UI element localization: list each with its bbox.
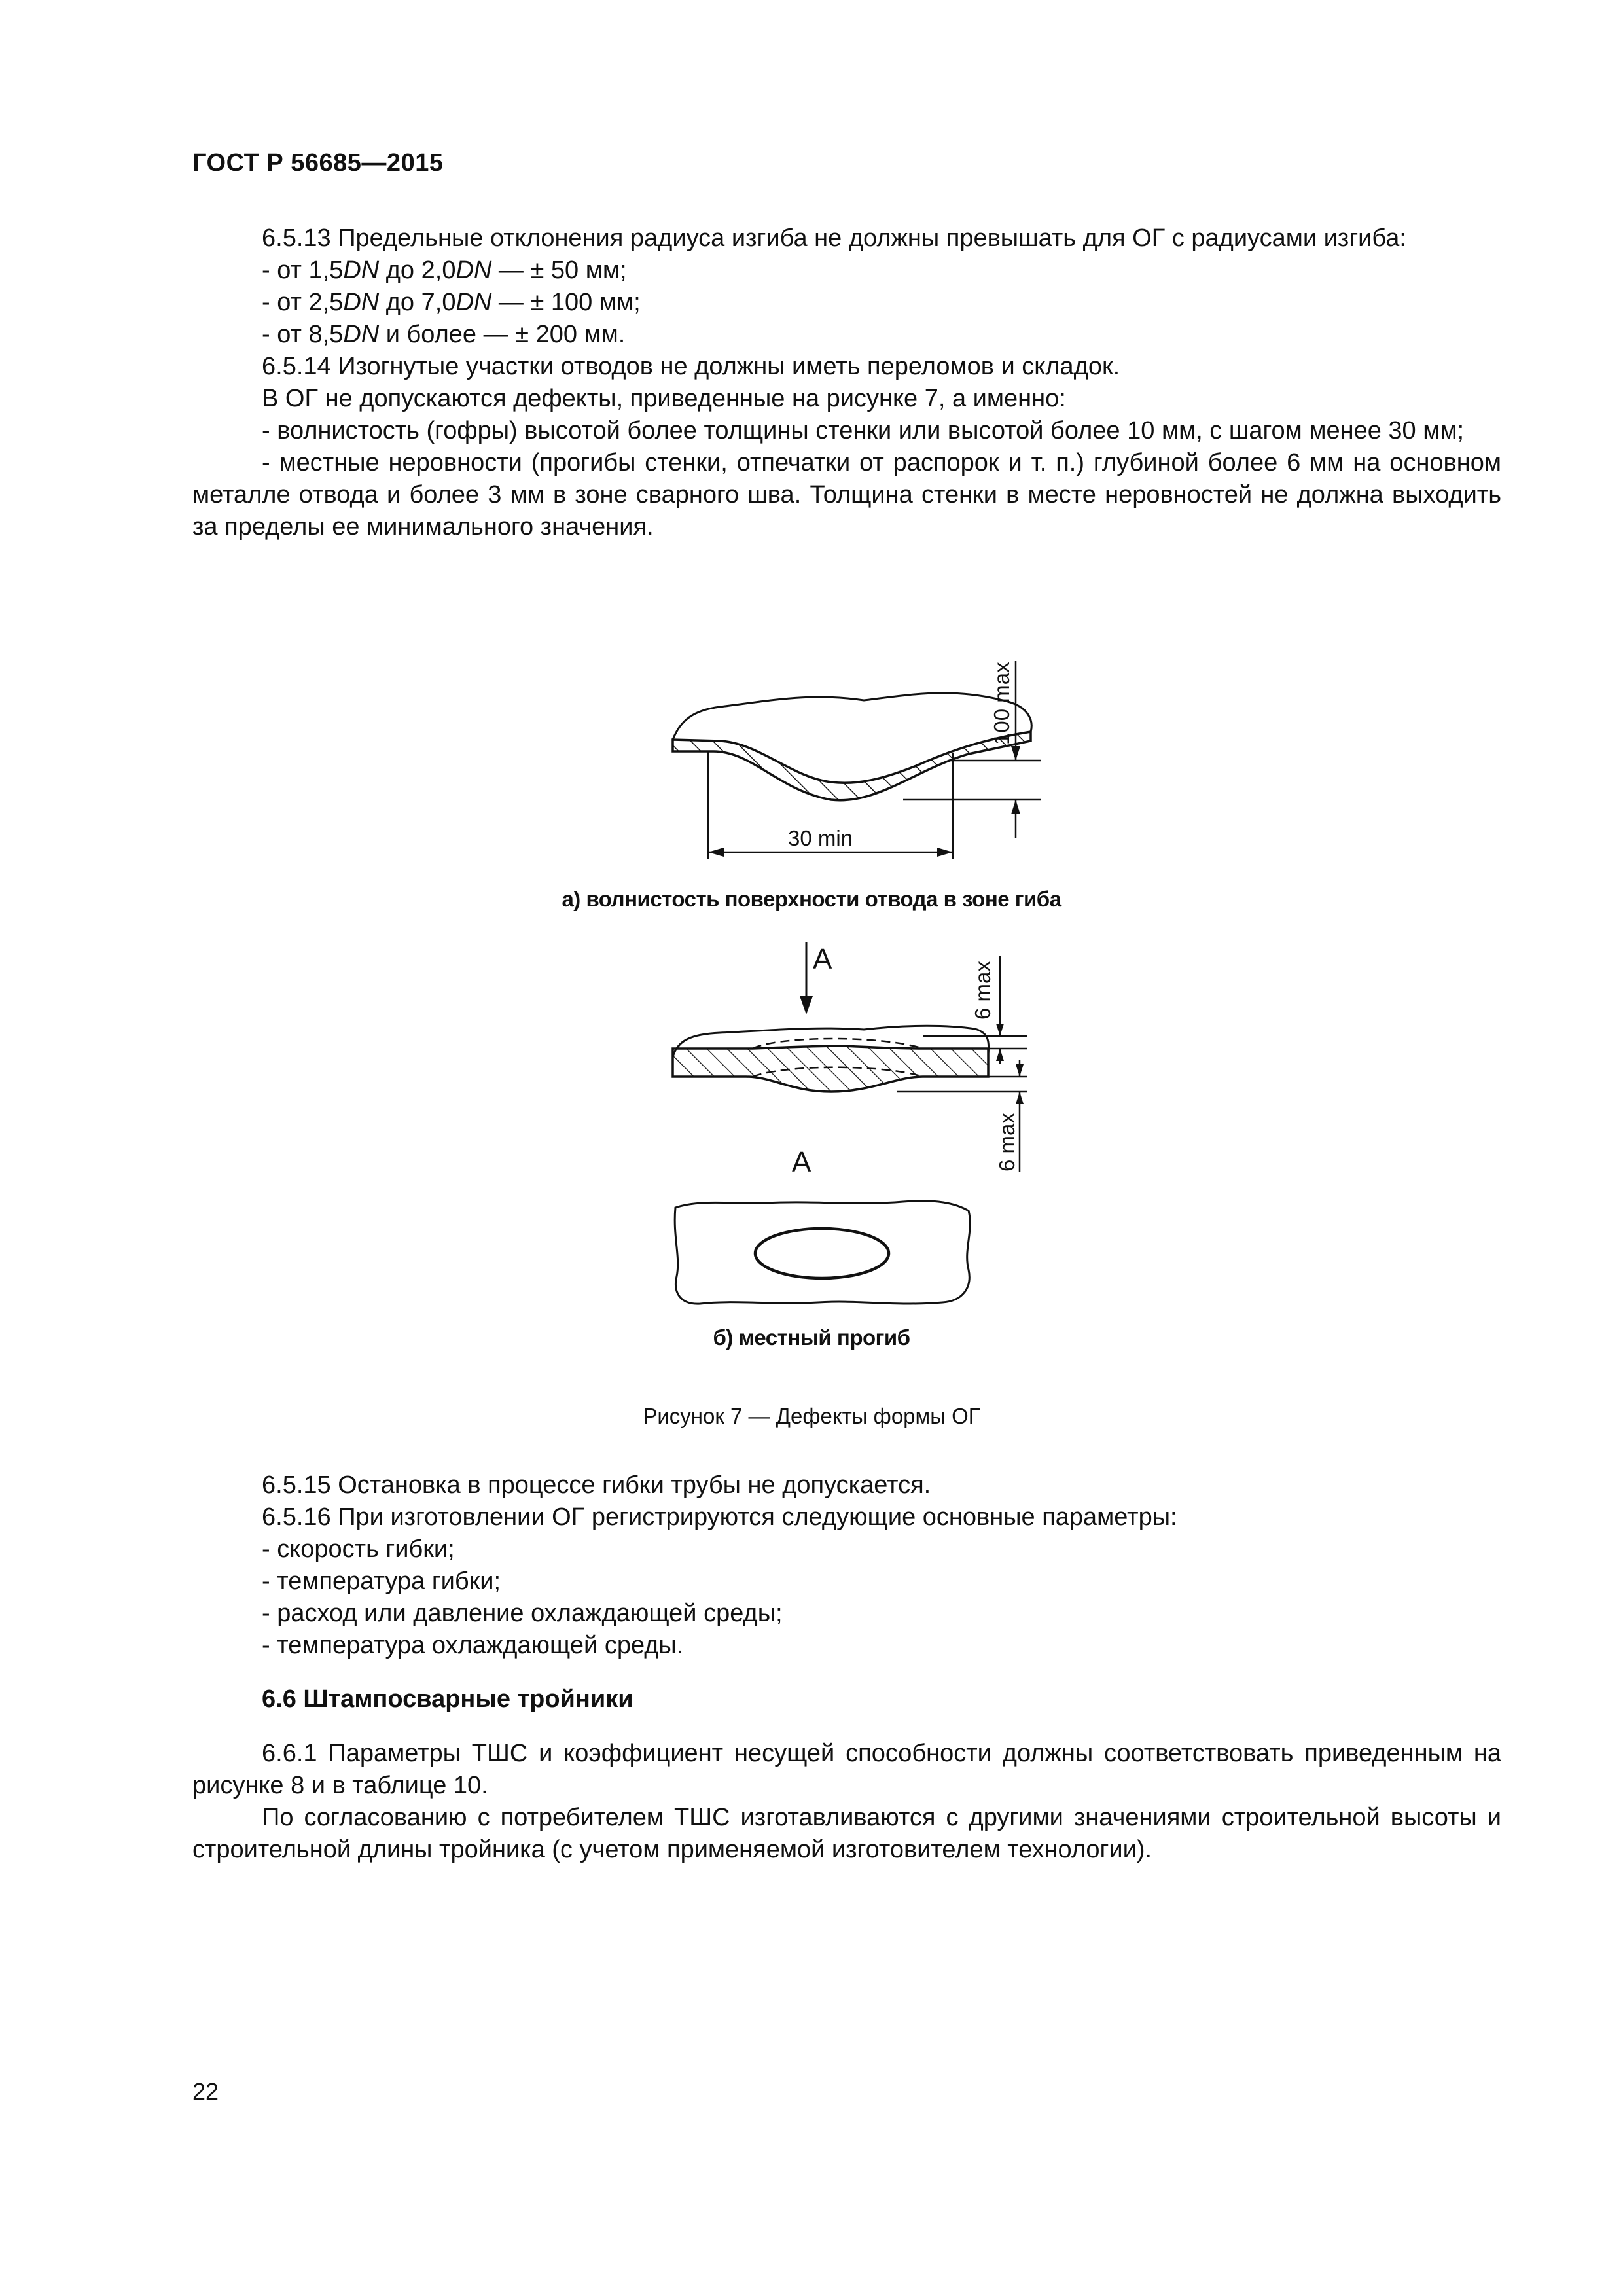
- bullet-local-unevenness: - местные неровности (прогибы стенки, отпечатки от распорок и т. п.) глубиной более 6 мм на основном металле отвода и более 3 мм в зоне сварного шва. Толщина стенки в месте неровностей не должна выходить за пределы ее минимального значения.: [192, 449, 1501, 541]
- section-6-6-title: 6.6 Штампосварные тройники: [262, 1685, 633, 1713]
- dent-depth-bottom-arrow-down: [1016, 1064, 1024, 1077]
- paragraph-6-5-13: 6.5.13 Предельные отклонения радиуса изгиба не должны превышать для ОГ с радиусами изгиба:: [262, 224, 1406, 252]
- bullet-radius-1: - от 1,5DN до 2,0DN — ± 50 мм;: [262, 257, 627, 284]
- paragraph-6-5-15: 6.5.15 Остановка в процессе гибки трубы не допускается.: [262, 1471, 931, 1499]
- bullet-bending-temperature: - температура гибки;: [262, 1568, 501, 1595]
- view-a-title: А: [792, 1146, 812, 1178]
- waviness-height-arrow-down: [1011, 746, 1020, 761]
- text-block-tees: [192, 1738, 1501, 1866]
- dent-depth-bottom-label: 6 max: [995, 1113, 1019, 1172]
- paragraph-6-5-14: 6.5.14 Изогнутые участки отводов не должны иметь переломов и складок.: [262, 353, 1120, 380]
- bullet-bending-speed: - скорость гибки;: [262, 1535, 455, 1563]
- bullet-radius-2: - от 2,5DN до 7,0DN — ± 100 мм;: [262, 289, 641, 316]
- paragraph-6-5-16: 6.5.16 При изготовлении ОГ регистрируются следующие основные параметры:: [262, 1503, 1177, 1531]
- figure-a-waviness-drawing: [641, 648, 1060, 864]
- bullet-coolant-flow: - расход или давление охлаждающей среды;: [262, 1600, 783, 1627]
- dent-depth-top-arrow-down: [996, 1024, 1004, 1036]
- paragraph-6-6-1: 6.6.1 Параметры ТШС и коэффициент несущей способности должны соответствовать приведенным на рисунке 8 и в таблице 10.: [192, 1740, 1501, 1799]
- waviness-height-arrow-up: [1011, 800, 1020, 814]
- waviness-outer-contour: [673, 693, 1031, 740]
- figure-b-local-dent-drawing: [661, 942, 1067, 1335]
- waviness-height-label: 100 max: [990, 662, 1014, 745]
- waviness-pitch-label: 30 min: [788, 826, 853, 850]
- bullet-waviness: - волнистость (гофры) высотой более толщины стенки или высотой более 10 мм, с шагом менее 30 мм;: [262, 417, 1465, 444]
- view-direction-arrow-head: [800, 996, 813, 1014]
- dent-depth-top-label: 6 max: [971, 961, 995, 1020]
- paragraph-tees-agreement: По согласованию с потребителем ТШС изготавливаются с другими значениями строительной высоты и строительной длины тройника (с учетом применяемой изготовителем технологии).: [192, 1804, 1501, 1863]
- dent-hatched-wall: [673, 1046, 988, 1092]
- text-block-bending-process: [192, 1469, 1501, 1662]
- waviness-hatched-wall: [673, 732, 1031, 800]
- figure-a-caption: а) волнистость поверхности отвода в зоне гиба: [562, 887, 1061, 911]
- view-direction-label: А: [813, 943, 832, 975]
- figure-7-title: Рисунок 7 — Дефекты формы ОГ: [643, 1404, 980, 1428]
- document-header: ГОСТ Р 56685—2015: [192, 149, 444, 177]
- waviness-pitch-arrow-left: [708, 848, 724, 857]
- view-a-dent-ellipse: [755, 1229, 889, 1278]
- text-block-bending: [192, 223, 1501, 543]
- waviness-pitch-arrow-right: [937, 848, 953, 857]
- paragraph-defects-intro: В ОГ не допускаются дефекты, приведенные на рисунке 7, а именно:: [262, 385, 1066, 412]
- bullet-radius-3: - от 8,5DN и более — ± 200 мм.: [262, 321, 626, 348]
- figure-b-caption: б) местный прогиб: [713, 1325, 910, 1350]
- bullet-coolant-temperature: - температура охлаждающей среды.: [262, 1632, 684, 1659]
- page-number: 22: [192, 2078, 219, 2105]
- view-a-plan-contour: [675, 1201, 970, 1304]
